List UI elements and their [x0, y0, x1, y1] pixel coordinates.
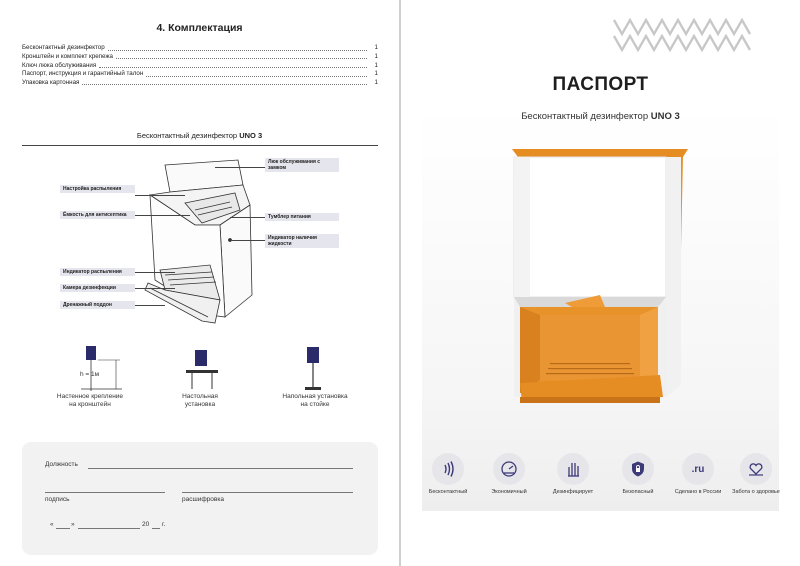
dot-leader [116, 58, 367, 59]
date-close-quote: » [71, 521, 75, 528]
signature-field[interactable] [45, 492, 165, 493]
contents-row [22, 44, 378, 53]
table-mount-diagram [182, 343, 222, 393]
contents-row [22, 61, 378, 70]
label-spray-indicator: Индикатор распыления [60, 268, 135, 276]
dot-leader [82, 84, 367, 85]
product-title: Бесконтактный дезинфектор UNO 3 [521, 111, 680, 122]
section-title: 4. Комплектация [156, 22, 243, 34]
date-day-field[interactable] [56, 528, 70, 529]
health-care-icon [740, 453, 772, 485]
leader-line [232, 240, 265, 241]
date-year-prefix: 20 [142, 521, 150, 528]
label-power-toggle: Тумблер питания [265, 213, 339, 221]
date-open-quote: « [50, 521, 54, 528]
wall-mount-diagram [76, 343, 126, 393]
contents-row [22, 79, 378, 88]
feature-safe: Безопасный [614, 453, 662, 496]
contents-row [22, 53, 378, 62]
product-image [500, 135, 695, 415]
label-hatch: Люк обслуживания с замком [265, 158, 339, 172]
leader-line [135, 288, 175, 289]
brand-logo-icon [612, 16, 754, 54]
leader-line [135, 272, 175, 273]
shield-lock-icon [622, 453, 654, 485]
mount-option-table: Настольная установка [182, 393, 218, 408]
date-month-field[interactable] [78, 528, 140, 529]
dot-leader [108, 50, 367, 51]
item-qty: 1 [374, 61, 378, 69]
date-suffix: г. [162, 521, 166, 528]
decoding-field[interactable] [182, 492, 353, 493]
feature-disinfects: Дезинфицирует [549, 453, 597, 496]
dot-leader [99, 67, 367, 68]
contents-row [22, 70, 378, 79]
label-antiseptic-tank: Ёмкость для антисептика [60, 211, 135, 219]
signature-label: подпись [45, 496, 70, 503]
item-name: Упаковка картонная [22, 79, 80, 87]
leader-line [230, 217, 265, 218]
diagram-divider [22, 145, 378, 146]
decoding-label: расшифровка [182, 496, 224, 503]
device-diagram [140, 155, 265, 330]
date-year-field[interactable] [152, 528, 160, 529]
item-qty: 1 [374, 70, 378, 78]
feature-health-care: Забота о здоровье [732, 453, 780, 496]
item-name: Кронштейн и комплект крепежа [22, 52, 113, 60]
position-label: Должность [45, 461, 78, 468]
feature-economical: Экономичный [485, 453, 533, 496]
item-qty: 1 [374, 52, 378, 60]
mount-option-floor: Напольная установка на стойке [282, 393, 348, 408]
label-disinfection-chamber: Камера дезинфекции [60, 284, 135, 292]
disinfect-hand-icon [557, 453, 589, 485]
feature-made-in-russia: .ru Сделано в России [674, 453, 722, 496]
feature-contactless: Бесконтактный [424, 453, 472, 496]
contents-list [22, 44, 378, 87]
item-name: Ключ люка обслуживания [22, 61, 97, 69]
diagram-title-model: UNO 3 [239, 131, 263, 140]
economical-icon [493, 453, 525, 485]
floor-stand-diagram [299, 343, 329, 393]
leader-line [135, 195, 185, 196]
dot-leader [146, 76, 367, 77]
made-in-russia-icon: .ru [682, 453, 714, 485]
diagram-title-prefix: Бесконтактный дезинфектор [136, 131, 238, 140]
page-title: ПАСПОРТ [552, 74, 649, 95]
contactless-icon [432, 453, 464, 485]
label-spray-settings: Настройка распыления [60, 185, 135, 193]
diagram-title [0, 131, 399, 140]
item-qty: 1 [374, 44, 378, 52]
leader-line [135, 215, 190, 216]
item-qty: 1 [374, 79, 378, 87]
leader-line [215, 167, 265, 168]
item-name: Бесконтактный дезинфектор [22, 44, 105, 52]
label-drain-tray: Дренажный поддон [60, 301, 135, 309]
leader-line [135, 305, 165, 306]
item-name: Паспорт, инструкция и гарантийный талон [22, 70, 144, 78]
position-field[interactable] [88, 468, 353, 469]
height-label: h = 1м [80, 371, 100, 378]
mount-option-wall: Настенное крепление на кронштейн [56, 393, 124, 408]
label-liquid-indicator: Индикатор наличия жидкости [265, 234, 339, 248]
